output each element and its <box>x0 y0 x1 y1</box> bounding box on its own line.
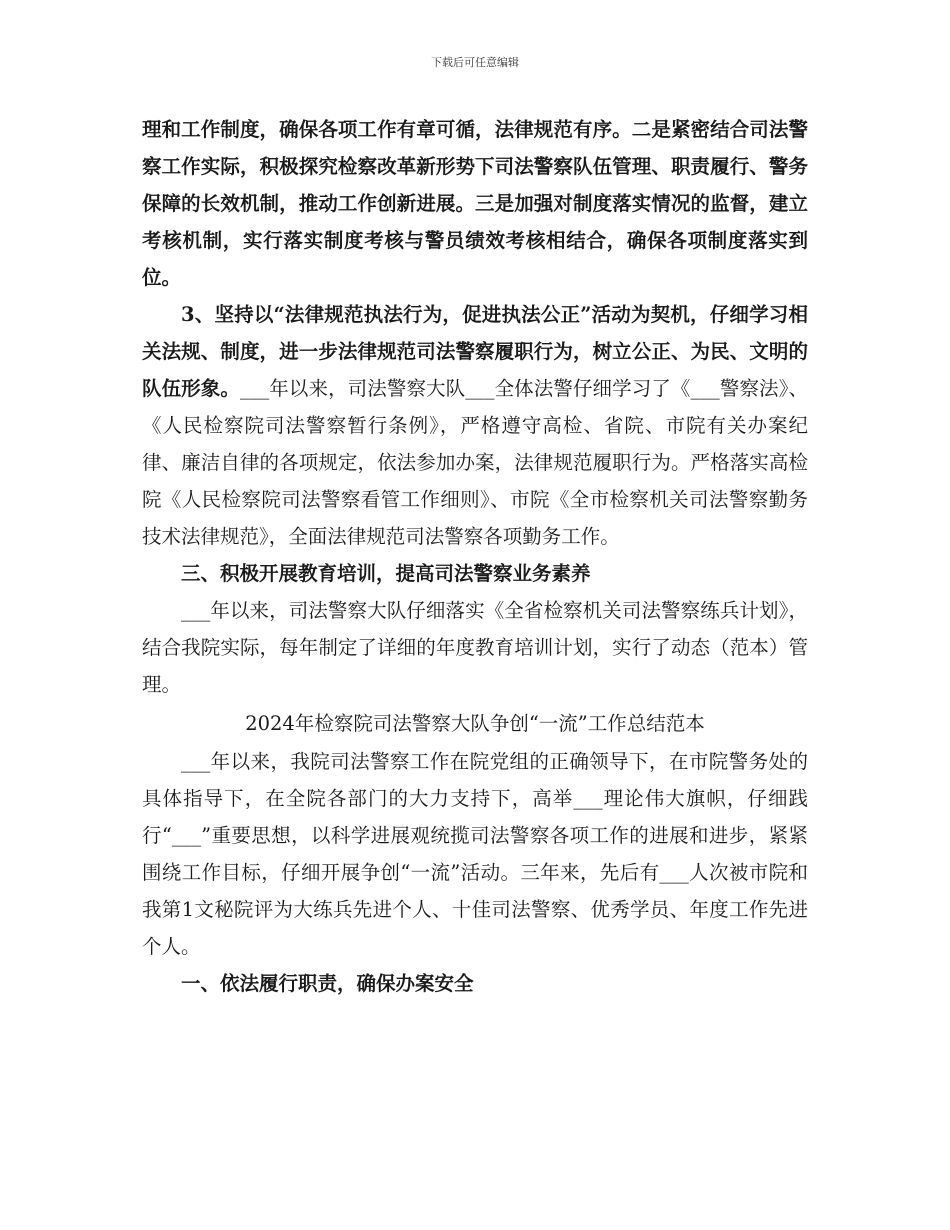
paragraph-regulations: 理和工作制度，确保各项工作有章可循，法律规范有序。二是紧密结合司法警察工作实际，积极探究检察改革新形势下司法警察队伍管理、职责履行、警务保障的长效机制，推动工作创新进展。三是加强对制度落实情况的监督，建立考核机制，实行落实制度考核与警员绩效考核相结合，确保各项制度落实到位。 <box>142 118 808 289</box>
paragraph-point-3-lead: 3、坚持以“法律规范执法行为，促进执法公正”活动为契机，仔细学习相关法规、制度，进一步法律规范司法警察履职行为，树立公正、为民、文明的队伍形象。 <box>142 303 808 400</box>
page-header: 下载后可任意编辑 <box>431 56 519 69</box>
document-body <box>142 111 808 1002</box>
paragraph-point-3-body: ___年以来，司法警察大队___全体法警仔细学习了《___警察法》、《人民检察院司法警察暂行条例》，严格遵守高检、省院、市院有关办案纪律、廉洁自律的各项规定，依法参加办案，法律规范履职行为。严格落实高检院《人民检察院司法警察看管工作细则》、市院《全市检察机关司法警察勤务技术法律规范》，全面法律规范司法警察各项勤务工作。 <box>142 377 808 548</box>
document-title: 2024年检察院司法警察大队争创“一流”工作总结范本 <box>245 712 705 735</box>
section-heading-education: 三、积极开展教育培训，提高司法警察业务素养 <box>181 562 591 585</box>
paragraph-training: ___年以来，司法警察大队仔细落实《全省检察机关司法警察练兵计划》，结合我院实际，每年制定了详细的年度教育培训计划，实行了动态（范本）管理。 <box>142 599 808 696</box>
section-heading-duties: 一、依法履行职责，确保办案安全 <box>181 972 474 995</box>
paragraph-intro: ___年以来，我院司法警察工作在院党组的正确领导下，在市院警务处的具体指导下，在全院各部门的大力支持下，高举___理论伟大旗帜，仔细践行“___”重要思想，以科学进展观统揽司法警察各项工作的进展和进步，紧紧围绕工作目标，仔细开展争创“一流”活动。三年来，先后有___人次被市院和我第1文秘院评为大练兵先进个人、十佳司法警察、优秀学员、年度工作先进个人。 <box>142 750 808 958</box>
paragraph-point-3 <box>142 296 808 555</box>
